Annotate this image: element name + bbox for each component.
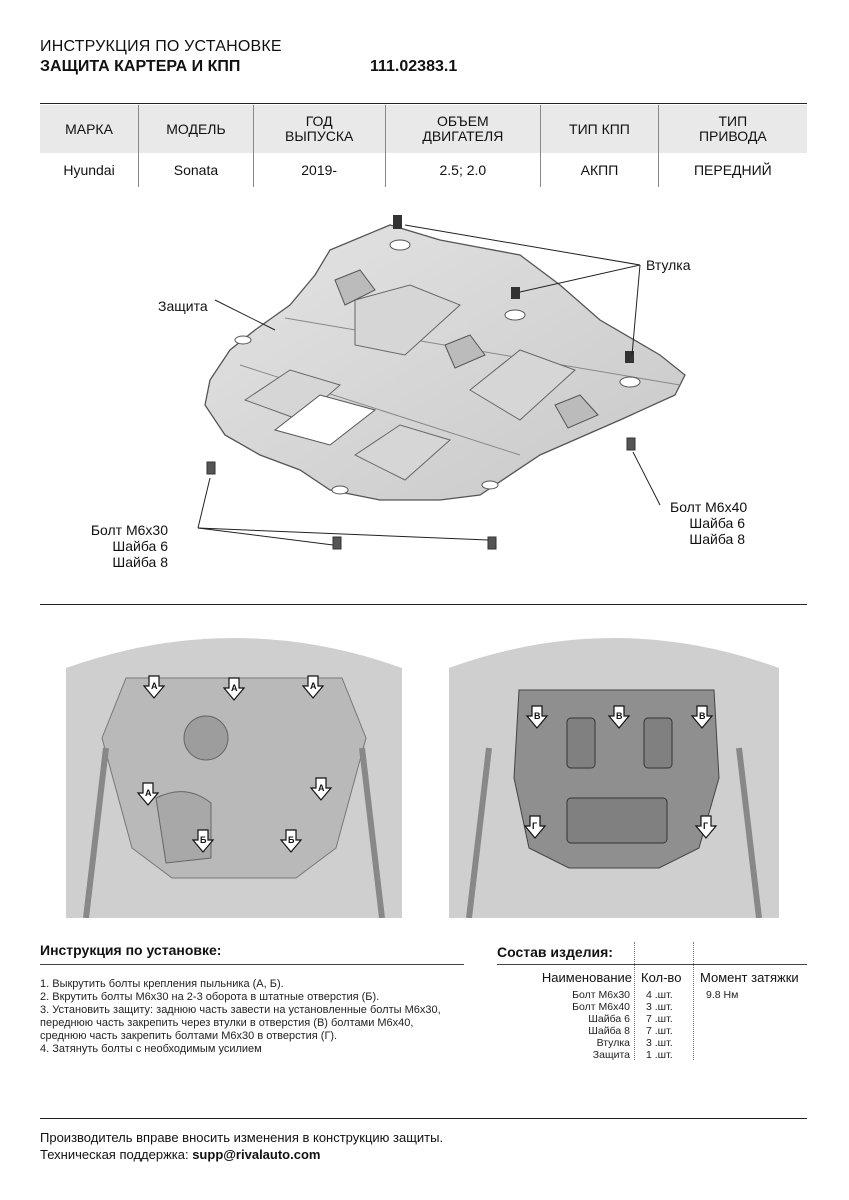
product-title: ЗАЩИТА КАРТЕРА И КПП: [40, 58, 241, 75]
label-bushing: Втулка: [646, 257, 691, 273]
footer-disclaimer: Производитель вправе вносить изменения в конструкцию защиты.: [40, 1130, 444, 1145]
shield-plate: [205, 225, 685, 500]
item-name: Болт М6х40: [572, 1001, 630, 1013]
spec-value-engine: 2.5; 2.0: [385, 153, 541, 187]
item-qty: 3 .шт.: [646, 1001, 673, 1013]
svg-text:Б: Б: [200, 835, 207, 845]
bolt-right: [627, 438, 635, 450]
svg-text:А: А: [310, 681, 317, 691]
bolt-left-3: [488, 537, 496, 549]
svg-text:А: А: [145, 788, 152, 798]
header-divider: [40, 103, 807, 104]
label-washer6-left: Шайба 6: [112, 538, 168, 554]
instructions-steps: [40, 978, 470, 1056]
contents-divider: [497, 964, 807, 965]
svg-text:Г: Г: [532, 821, 538, 831]
svg-text:В: В: [616, 711, 623, 721]
section-divider: [40, 604, 807, 605]
item-name: Шайба 8: [588, 1025, 630, 1037]
svg-text:А: А: [151, 681, 158, 691]
contents-qty-col: [646, 989, 673, 1061]
contents-header-qty: Кол-во: [641, 970, 682, 985]
step-line: 1. Выкрутить болты крепления пыльника (А, Б).: [40, 978, 284, 990]
svg-text:А: А: [318, 783, 325, 793]
part-number: 111.02383.1: [370, 58, 458, 75]
item-qty: 4 .шт.: [646, 989, 673, 1001]
spec-value-make: Hyundai: [63, 162, 115, 178]
spec-value-year: 2019-: [253, 153, 385, 187]
contents-col-divider-1: [634, 942, 636, 1060]
photo-before-install: [66, 618, 402, 918]
step-line: 2. Вкрутить болты М6х30 на 2-3 оборота в штатные отверстия (Б).: [40, 991, 380, 1003]
spec-value-gearbox: АКПП: [541, 153, 659, 187]
step-line: 3. Установить защиту: заднюю часть завести на установленные болты М6х30,: [40, 1004, 441, 1016]
svg-text:В: В: [534, 711, 541, 721]
contents-torque-col: [706, 989, 738, 1001]
item-name: Болт М6х30: [572, 989, 630, 1001]
document-title: ИНСТРУКЦИЯ ПО УСТАНОВКЕ: [40, 38, 282, 55]
spec-header-drive: ТИП ПРИВОДА: [658, 105, 807, 153]
item-torque: 9.8 Нм: [706, 989, 739, 1001]
item-qty: 7 .шт.: [646, 1013, 673, 1025]
item-qty: 1 .шт.: [646, 1049, 673, 1061]
spec-value-drive: ПЕРЕДНИЙ: [658, 153, 807, 187]
label-bolt-m6x40: Болт М6х40: [670, 499, 748, 515]
label-washer8-right: Шайба 8: [689, 531, 745, 547]
spec-header-gearbox: ТИП КПП: [541, 105, 659, 153]
contents-col-divider-2: [693, 942, 695, 1060]
svg-text:В: В: [699, 711, 706, 721]
label-washer6-right: Шайба 6: [689, 515, 745, 531]
spec-header-year: ГОД ВЫПУСКА: [253, 105, 385, 153]
bushing-1: [393, 215, 402, 229]
footer-support: [40, 1147, 320, 1162]
step-line: 4. Затянуть болты с необходимым усилием: [40, 1043, 262, 1055]
contents-header-torque: Момент затяжки: [700, 970, 799, 985]
spec-header-make: МАРКА: [40, 105, 139, 153]
spec-header-model: МОДЕЛЬ: [139, 105, 254, 153]
spec-header-engine: ОБЪЕМ ДВИГАТЕЛЯ: [385, 105, 541, 153]
contents-header-name: Наименование: [541, 970, 632, 985]
bolt-left-1: [207, 462, 215, 474]
step-line: переднюю часть закрепить через втулки в отверстия (В) болтами М6х40,: [40, 1017, 414, 1029]
instructions-title: Инструкция по установке:: [40, 942, 222, 958]
spec-header-row: [40, 105, 807, 153]
contents-name-col: [497, 989, 630, 1061]
label-washer8-left: Шайба 8: [112, 554, 168, 570]
svg-text:Б: Б: [288, 835, 295, 845]
step-line: среднюю часть закрепить болтами М6х30 в отверстия (Г).: [40, 1030, 338, 1042]
spec-value-model: Sonata: [139, 153, 254, 187]
item-name: Защита: [592, 1049, 630, 1061]
support-label: Техническая поддержка:: [40, 1147, 193, 1162]
svg-text:Г: Г: [703, 821, 709, 831]
item-name: Втулка: [596, 1037, 630, 1049]
label-bolt-m6x30: Болт М6х30: [90, 522, 168, 538]
bolt-left-2: [333, 537, 341, 549]
item-name: Шайба 6: [588, 1013, 630, 1025]
spec-value-row: [40, 153, 807, 187]
support-email[interactable]: supp@rivalauto.com: [192, 1147, 321, 1162]
instructions-divider: [40, 964, 464, 965]
label-shield: Защита: [158, 298, 208, 314]
footer-divider: [40, 1118, 807, 1119]
svg-text:А: А: [231, 683, 238, 693]
item-qty: 3 .шт.: [646, 1037, 673, 1049]
vehicle-spec-table: [40, 105, 807, 187]
contents-title: Состав изделия:: [497, 944, 613, 960]
photo-after-install: [449, 618, 779, 918]
bushing-2: [511, 287, 520, 299]
item-qty: 7 .шт.: [646, 1025, 673, 1037]
